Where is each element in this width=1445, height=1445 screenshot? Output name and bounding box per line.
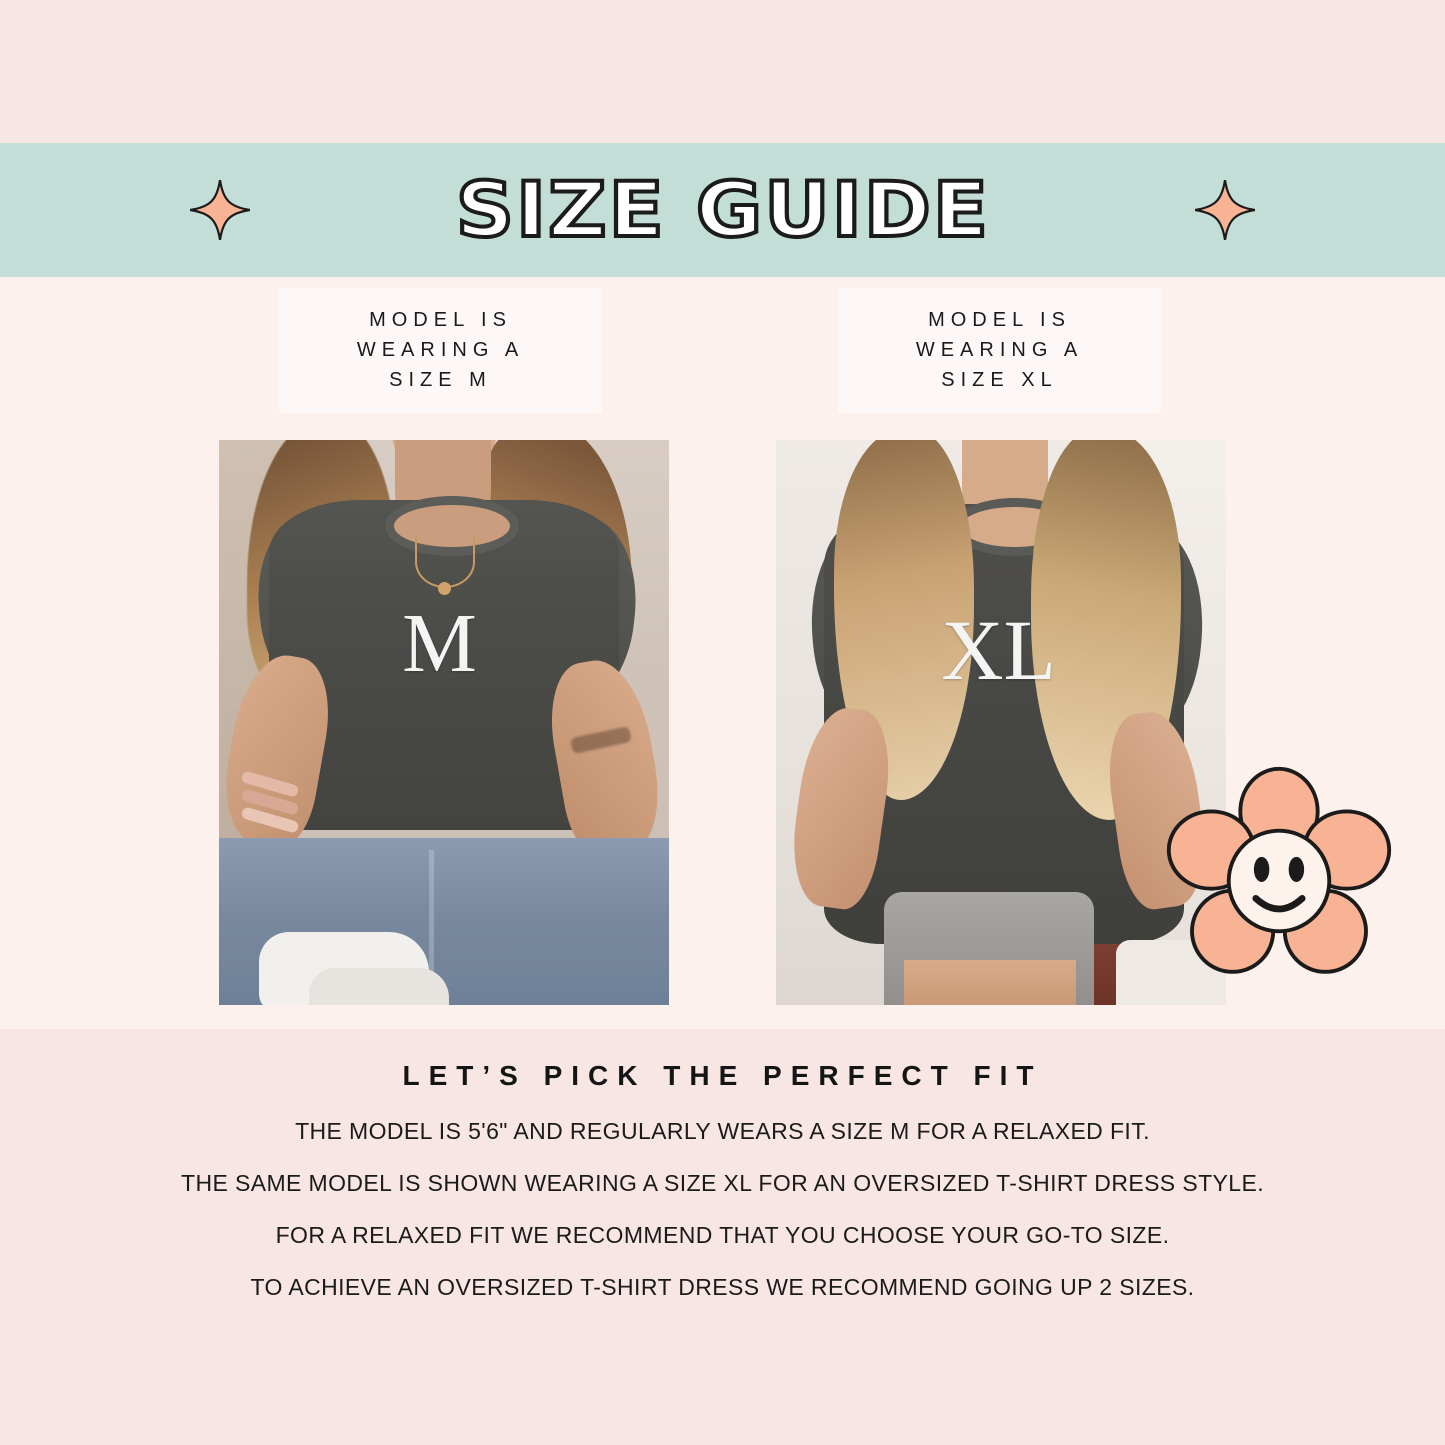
model-photo-size-m (219, 440, 669, 1005)
label-box-size-xl (838, 288, 1161, 413)
flower-smiley-icon (1163, 765, 1395, 997)
sparkle-icon (190, 180, 250, 240)
label-box-size-m (279, 288, 602, 413)
page-title: SIZE GUIDE (455, 165, 990, 254)
label-line: WEARING A (356, 339, 525, 361)
sparkle-icon (1195, 180, 1255, 240)
shirt-letter-xl: XL (941, 602, 1057, 698)
label-line: SIZE XL (941, 369, 1058, 391)
label-line: MODEL IS (928, 309, 1071, 331)
footer-line: THE MODEL IS 5'6" AND REGULARLY WEARS A SIZE M FOR A RELAXED FIT. (295, 1118, 1150, 1144)
footer-line: TO ACHIEVE AN OVERSIZED T-SHIRT DRESS WE RECOMMEND GOING UP 2 SIZES. (250, 1274, 1195, 1300)
label-line: SIZE M (389, 369, 492, 391)
footer-line: FOR A RELAXED FIT WE RECOMMEND THAT YOU CHOOSE YOUR GO-TO SIZE. (275, 1222, 1170, 1248)
photo-illustration (219, 440, 669, 1005)
photo-illustration (776, 440, 1226, 1005)
header-banner (0, 143, 1445, 277)
label-line: WEARING A (915, 339, 1084, 361)
shirt-letter-m: M (402, 597, 477, 690)
footer-heading: LET’S PICK THE PERFECT FIT (402, 1060, 1043, 1091)
label-line: MODEL IS (369, 309, 512, 331)
footer-section (0, 1029, 1445, 1445)
top-band (0, 0, 1445, 143)
model-photo-size-xl (776, 440, 1226, 1005)
footer-line: THE SAME MODEL IS SHOWN WEARING A SIZE XL FOR AN OVERSIZED T-SHIRT DRESS STYLE. (181, 1170, 1264, 1196)
footer-text-block (0, 1118, 1445, 1301)
